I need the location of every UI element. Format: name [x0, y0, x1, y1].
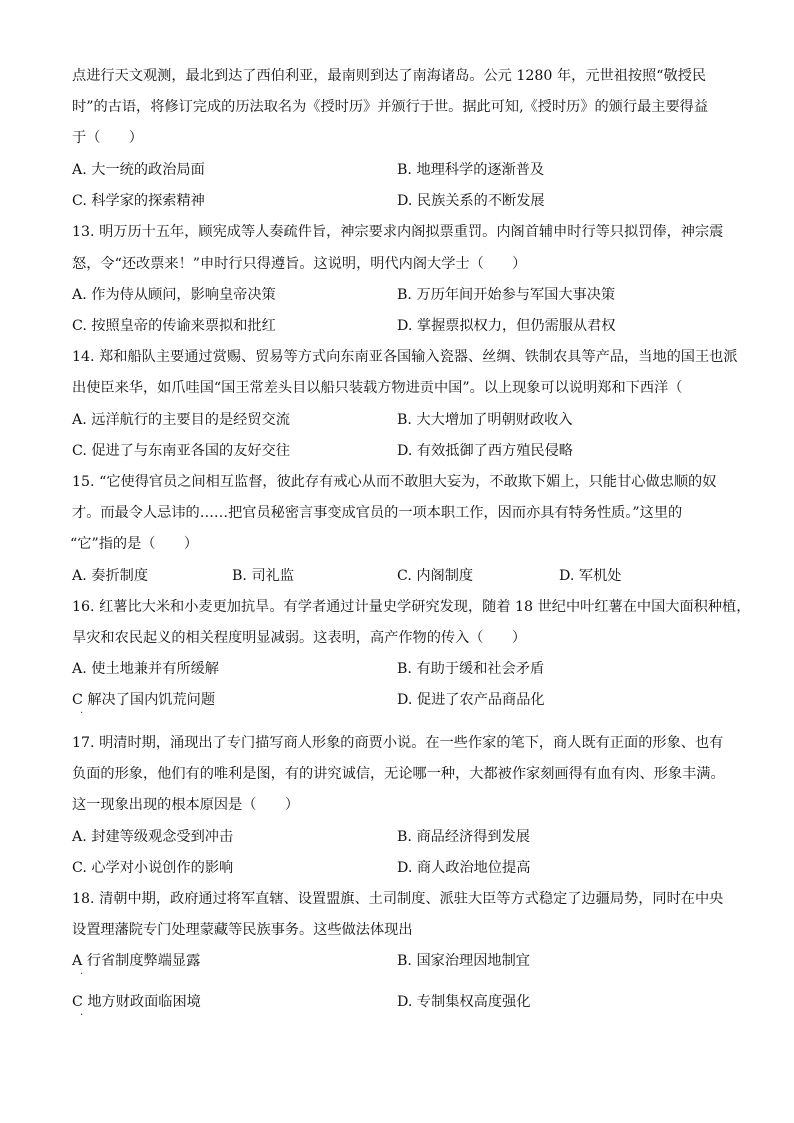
q14-line-2: 出使臣来华，如爪哇国“国王常差头目以船只装载方物进贡中国”。以上现象可以说明郑和下西洋（: [72, 380, 683, 396]
intro-option-b: B. 地理科学的逐渐普及: [397, 162, 545, 178]
q17-line-1: 17. 明清时期，涌现出了专门描写商人形象的商贾小说。在一些作家的笔下，商人既有正面的形象、也有: [72, 735, 724, 751]
q15-option-d: D. 军机处: [559, 568, 622, 584]
q16-option-a: A. 使土地兼并有所缓解: [72, 661, 219, 677]
q18-option-d: D. 专制集权高度强化: [397, 994, 531, 1010]
intro-line-3: 于（ ）: [72, 130, 143, 146]
q13-option-c: C. 按照皇帝的传谕来票拟和批红: [72, 318, 276, 334]
q17-option-d: D. 商人政治地位提高: [397, 860, 531, 876]
q18-option-c: C 地方财政面临困境: [72, 994, 201, 1010]
intro-option-d: D. 民族关系的不断发展: [397, 193, 545, 209]
q15-line-3: “它”指的是（ ）: [70, 536, 199, 552]
q17-line-3: 这一现象出现的根本原因是（ ）: [72, 797, 300, 813]
q18-option-a: A 行省制度弊端显露: [72, 953, 201, 969]
q15-option-b: B. 司礼监: [232, 568, 295, 584]
q14-line-1: 14. 郑和船队主要通过赏赐、贸易等方式向东南亚各国输入瓷器、丝绸、铁制农具等产品，当地的国王也派: [72, 349, 738, 365]
intro-line-1: 点进行天文观测，最北到达了西伯利亚，最南则到达了南海诸岛。公元 1280 年，元世祖按照“敬授民: [72, 68, 707, 84]
q17-line-2: 负面的形象，他们有的唯利是图，有的讲究诚信，无论哪一种，大都被作家刻画得有血有肉、形象丰满。: [72, 766, 725, 782]
q13-line-2: 怒，令“还改票来！”申时行只得遵旨。这说明，明代内阁大学士（ ）: [72, 256, 527, 272]
q16-option-b: B. 有助于缓和社会矛盾: [397, 661, 545, 677]
mark-dot: ·: [80, 708, 84, 719]
q18-line-2: 设置理藩院专门处理蒙藏等民族事务。这些做法体现出: [72, 922, 413, 938]
q16-option-c: C 解决了国内饥荒问题: [72, 692, 216, 708]
intro-option-c: C. 科学家的探索精神: [72, 193, 205, 209]
q15-line-1: 15. “它使得官员之间相互监督，彼此存有戒心从而不敢胆大妄为，不敢欺下媚上，只能甘心做忠顺的奴: [72, 474, 717, 490]
q16-line-2: 旱灾和农民起义的相关程度明显减弱。这表明，高产作物的传入（ ）: [72, 630, 527, 646]
q14-option-b: B. 大大增加了明朝财政收入: [397, 412, 573, 428]
q17-option-b: B. 商品经济得到发展: [397, 829, 530, 845]
q17-option-c: C. 心学对小说创作的影响: [72, 860, 234, 876]
q18-line-1: 18. 清朝中期，政府通过将军直辖、设置盟旗、土司制度、派驻大臣等方式稳定了边疆局势，同时在中央: [72, 891, 724, 907]
q14-option-d: D. 有效抵御了西方殖民侵略: [397, 443, 573, 459]
q14-option-a: A. 远洋航行的主要目的是经贸交流: [72, 412, 290, 428]
mark-dot: ·: [80, 1010, 84, 1021]
intro-option-a: A. 大一统的政治局面: [72, 162, 205, 178]
q16-option-d: D. 促进了农产品商品化: [397, 692, 545, 708]
q13-option-d: D. 掌握票拟权力，但仍需服从君权: [397, 318, 616, 334]
q14-option-c: C. 促进了与东南亚各国的友好交往: [72, 443, 290, 459]
q13-option-a: A. 作为侍从顾问，影响皇帝决策: [72, 287, 276, 303]
q16-line-1: 16. 红薯比大米和小麦更加抗旱。有学者通过计量史学研究发现，随着 18 世纪中叶红薯在中国大面积种植，: [72, 599, 751, 615]
q18-option-b: B. 国家治理因地制宜: [397, 953, 530, 969]
mark-dot: ·: [80, 969, 84, 980]
q15-line-2: 才。而最令人忌讳的……把官员秘密言事变成官员的一项本职工作，因而亦具有特务性质。”这里的: [72, 505, 683, 521]
q13-line-1: 13. 明万历十五年，顾宪成等人奏疏件旨，神宗要求内阁拟票重罚。内阁首辅申时行等只拟罚俸，神宗震: [72, 224, 724, 240]
q13-option-b: B. 万历年间开始参与军国大事决策: [397, 287, 616, 303]
q17-option-a: A. 封建等级观念受到冲击: [72, 829, 234, 845]
q15-option-a: A. 奏折制度: [72, 568, 149, 584]
intro-line-2: 时”的古语，将修订完成的历法取名为《授时历》并颁行于世。据此可知,《授时历》的颁行最主要得益: [72, 99, 709, 115]
q15-option-c: C. 内阁制度: [397, 568, 474, 584]
